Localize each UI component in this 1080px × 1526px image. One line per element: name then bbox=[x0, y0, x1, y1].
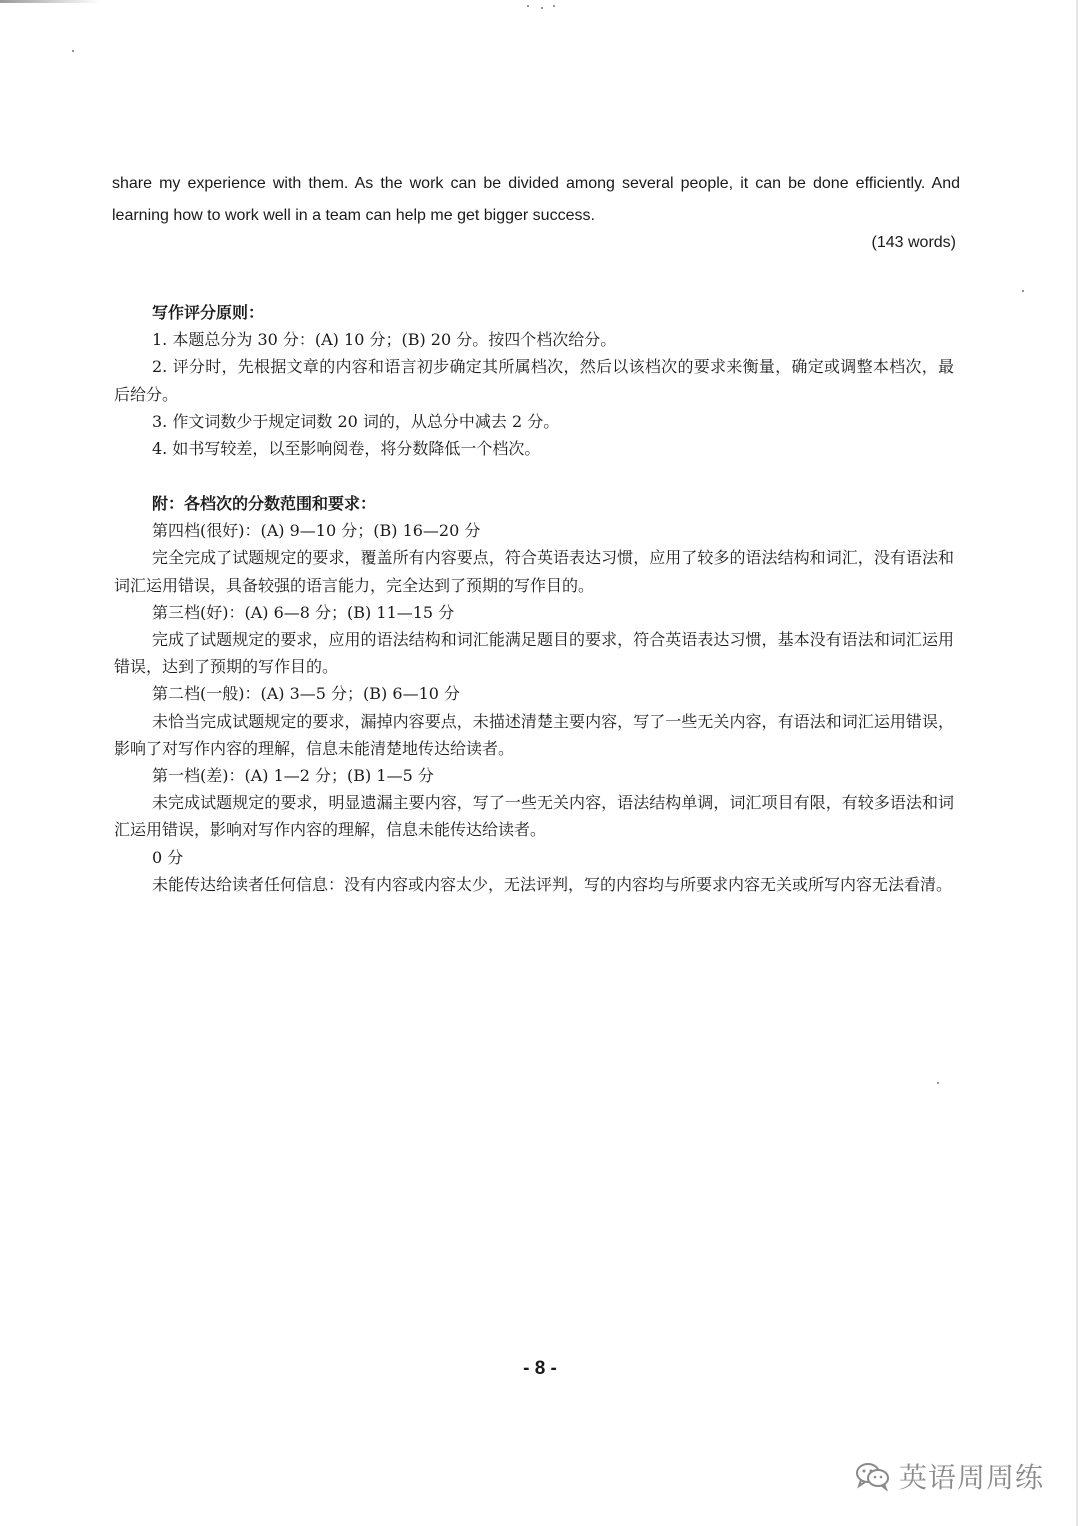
scan-speck bbox=[72, 50, 74, 52]
band-description: 完成了试题规定的要求，应用的语法结构和词汇能满足题目的要求，符合英语表达习惯，基本没有语法和词汇运用错误，达到了预期的写作目的。 bbox=[114, 630, 954, 677]
scoring-principles-heading: 写作评分原则： bbox=[152, 303, 265, 322]
scan-speck bbox=[1022, 290, 1024, 292]
essay-tail-text: share my experience with them. As the work can be divided among several people, it can be done efficiently. And learning how to work well in a team can help me get bigger success. bbox=[112, 175, 960, 224]
wechat-icon bbox=[855, 1461, 891, 1491]
band-title: 第三档(好)：(A) 6—8 分；(B) 11—15 分 bbox=[152, 602, 455, 622]
principle-item: 4. 如书写较差，以至影响阅卷，将分数降低一个档次。 bbox=[152, 439, 541, 459]
principle-item: 2. 评分时，先根据文章的内容和语言初步确定其所属档次，然后以该档次的要求来衡量，确定或调整本档次，最后给分。 bbox=[114, 357, 954, 404]
watermark-text: 英语周周练 bbox=[898, 1461, 1044, 1494]
band-description: 未能传达给读者任何信息：没有内容或内容太少，无法评判，写的内容均与所要求内容无关或所写内容无法看清。 bbox=[152, 874, 953, 894]
scoring-principles-section bbox=[114, 299, 954, 462]
principle-item: 3. 作文词数少于规定词数 20 词的，从总分中减去 2 分。 bbox=[152, 411, 560, 431]
band-description: 未完成试题规定的要求，明显遗漏主要内容，写了一些无关内容，语法结构单调，词汇项目有限，有较多语法和词汇运用错误，影响对写作内容的理解，信息未能传达给读者。 bbox=[114, 793, 954, 840]
scan-speck bbox=[541, 7, 543, 9]
grade-bands-section bbox=[114, 490, 954, 898]
scan-speck bbox=[527, 5, 529, 7]
band-title: 第二档(一般)：(A) 3—5 分；(B) 6—10 分 bbox=[152, 684, 461, 704]
band-description: 完全完成了试题规定的要求，覆盖所有内容要点，符合英语表达习惯，应用了较多的语法结构和词汇，没有语法和词汇运用错误，具备较强的语言能力，完全达到了预期的写作目的。 bbox=[114, 548, 954, 595]
scan-speck bbox=[553, 5, 555, 7]
band-description: 未恰当完成试题规定的要求，漏掉内容要点，未描述清楚主要内容，写了一些无关内容，有语法和词汇运用错误，影响了对写作内容的理解，信息未能清楚地传达给读者。 bbox=[114, 711, 954, 758]
scan-edge bbox=[0, 0, 100, 3]
band-title: 第一档(差)：(A) 1—2 分；(B) 1—5 分 bbox=[152, 766, 434, 786]
band-title: 第四档(很好)：(A) 9—10 分；(B) 16—20 分 bbox=[152, 521, 481, 541]
page-number: - 8 - bbox=[523, 1358, 557, 1379]
word-count: (143 words) bbox=[871, 234, 956, 251]
scan-speck bbox=[937, 1082, 939, 1084]
grade-bands-heading: 附：各档次的分数范围和要求： bbox=[152, 494, 377, 513]
principle-item: 1. 本题总分为 30 分：(A) 10 分；(B) 20 分。按四个档次给分。 bbox=[152, 330, 617, 350]
watermark bbox=[855, 1456, 1044, 1496]
band-title: 0 分 bbox=[152, 847, 184, 867]
scan-edge bbox=[1076, 0, 1078, 1526]
